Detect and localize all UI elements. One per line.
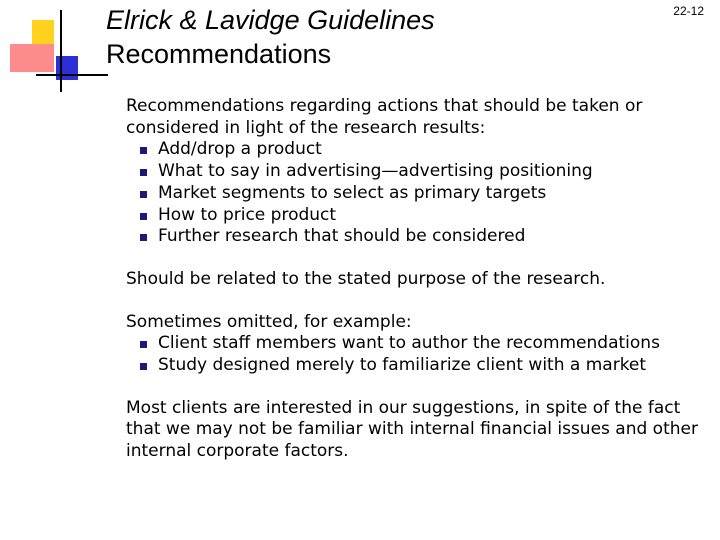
list-item: Add/drop a product (134, 139, 706, 161)
intro-bullet-list (126, 139, 706, 248)
intro-paragraph: Recommendations regarding actions that should be taken or considered in light of the research results: (126, 96, 643, 138)
list-item: Study designed merely to familiarize client with a market (134, 355, 706, 377)
list-item: Market segments to select as primary targets (134, 183, 706, 205)
list-item: How to price product (134, 205, 706, 227)
logo-horizontal-line (36, 74, 108, 76)
omitted-paragraph: Sometimes omitted, for example: (126, 311, 412, 332)
slide-body (126, 96, 706, 463)
logo-pink-square (10, 44, 54, 72)
slide-subtitle: Recommendations (106, 39, 332, 69)
slide-number: 22-12 (673, 4, 704, 18)
slide-title: Elrick & Lavidge Guidelines (106, 5, 435, 35)
closing-paragraph: Most clients are interested in our suggestions, in spite of the fact that we may not be familiar with internal financial issues and other internal corporate factors. (126, 397, 698, 462)
decorative-logo (0, 0, 110, 100)
logo-yellow-square (32, 20, 54, 44)
related-paragraph: Should be related to the stated purpose of the research. (126, 268, 606, 289)
list-item: Client staff members want to author the recommendations (134, 333, 706, 355)
list-item: What to say in advertising—advertising positioning (134, 161, 706, 183)
logo-vertical-line (60, 10, 62, 92)
omitted-bullet-list (126, 333, 706, 376)
list-item: Further research that should be considered (134, 226, 706, 248)
